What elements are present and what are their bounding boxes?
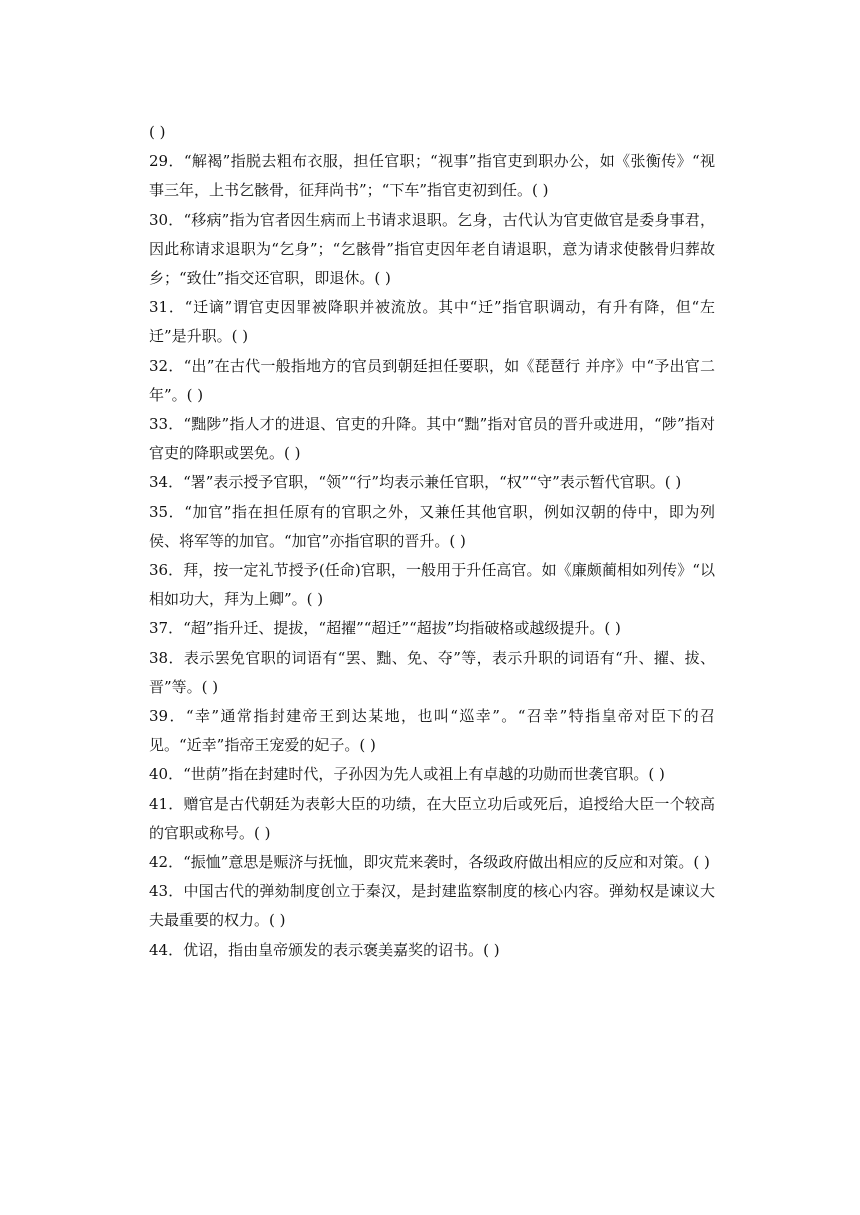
question-list	[149, 118, 715, 965]
question-34: 34．“署”表示授予官职，“领”“行”均表示兼任官职，“权”“守”表示暂代官职。( )	[149, 473, 682, 492]
question-31: 31．“迁谪”谓官吏因罪被降职并被流放。其中“迁”指官职调动，有升有降，但“左迁”是升职。( )	[149, 298, 715, 346]
question-43: 43．中国古代的弹劾制度创立于秦汉，是封建监察制度的核心内容。弹劾权是谏议大夫最重要的权力。( )	[149, 882, 715, 930]
question-44: 44．优诏，指由皇帝颁发的表示褒美嘉奖的诏书。( )	[149, 940, 500, 959]
question-39: 39．“幸”通常指封建帝王到达某地，也叫“巡幸”。“召幸”特指皇帝对臣下的召见。“近幸”指帝王宠爱的妃子。( )	[149, 707, 715, 755]
question-40: 40．“世荫”指在封建时代，子孙因为先人或祖上有卓越的功勋而世袭官职。( )	[149, 765, 665, 784]
question-41: 41．赠官是古代朝廷为表彰大臣的功绩，在大臣立功后或死后，追授给大臣一个较高的官职或称号。( )	[149, 794, 715, 842]
question-29: 29．“解褐”指脱去粗布衣服，担任官职；“视事”指官吏到职办公，如《张衡传》“视事三年，上书乞骸骨，征拜尚书”；“下车”指官吏初到任。( )	[149, 152, 715, 200]
question-38: 38．表示罢免官职的词语有“罢、黜、免、夺”等，表示升职的词语有“升、擢、拔、晋”等。( )	[149, 648, 715, 696]
question-36: 36．拜，按一定礼节授予(任命)官职，一般用于升任高官。如《廉颇蔺相如列传》“以相如功大，拜为上卿”。( )	[149, 561, 715, 609]
question-33: 33．“黜陟”指人才的进退、官吏的升降。其中“黜”指对官员的晋升或进用，“陟”指对官吏的降职或罢免。( )	[149, 415, 715, 463]
question-32: 32．“出”在古代一般指地方的官员到朝廷担任要职，如《琵琶行 并序》中“予出官二年”。( )	[149, 356, 715, 404]
question-30: 30．“移病”指为官者因生病而上书请求退职。乞身，古代认为官吏做官是委身事君，因此称请求退职为“乞身”；“乞骸骨”指官吏因年老自请退职，意为请求使骸骨归葬故乡；“致仕”指交还官职，即退休。( )	[149, 210, 715, 288]
question-35: 35．“加官”指在担任原有的官职之外，又兼任其他官职，例如汉朝的侍中，即为列侯、将军等的加官。“加官”亦指官职的晋升。( )	[149, 502, 715, 550]
question-42: 42．“振恤”意思是赈济与抚恤，即灾荒来袭时，各级政府做出相应的反应和对策。( )	[149, 853, 710, 872]
question-37: 37．“超”指升迁、提拔，“超擢”“超迁”“超拔”均指破格或越级提升。( )	[149, 619, 621, 638]
answer-blank-continued: ( )	[149, 123, 166, 141]
